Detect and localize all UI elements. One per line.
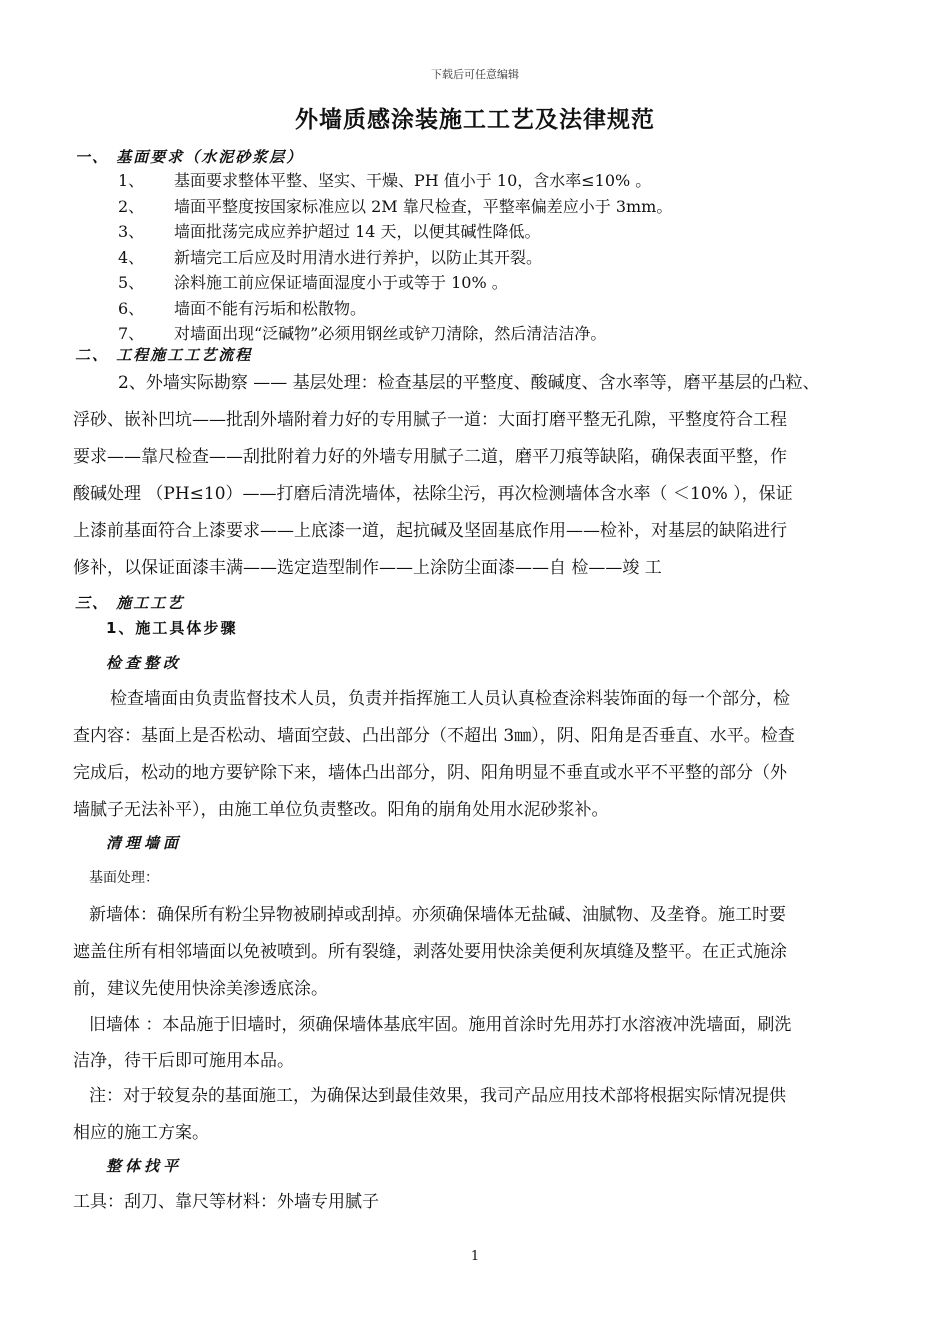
check-line: 完成后，松动的地方要铲除下来，墙体凸出部分，阴、阳角明显不垂直或水平不平整的部分（外 [73,763,787,783]
clean-heading: 清理墙面 [106,834,183,852]
tools-line: 工具：刮刀、靠尺等材料：外墙专用腻子 [73,1192,379,1212]
list-item [118,321,672,347]
old-wall-line: 旧墙体 ：本品施于旧墙时，须确保墙体基底牢固。施用首涂时先用苏打水溶液冲洗墙面，刷洗 [89,1015,792,1035]
note-line: 相应的施工方案。 [73,1123,209,1143]
process-line: 修补，以保证面漆丰满——选定造型制作——上涂防尘面漆——自 检——竣 工 [73,558,662,578]
item-text: 基面要求整体平整、坚实、干燥、PH 值小于 10，含水率≤10% 。 [174,171,652,190]
item-text: 墙面不能有污垢和松散物。 [174,298,367,318]
item-text: 墙面平整度按国家标准应以 2M 靠尺检查，平整率偏差应小于 3mm。 [174,196,673,216]
old-wall-line: 洁净，待干后即可施用本品。 [73,1051,294,1071]
item-number: 1、 [118,171,145,190]
item-number: 3、 [118,222,145,241]
new-wall-line: 新墙体：确保所有粉尘异物被刷掉或刮掉。亦须确保墙体无盐碱、油腻物、及垄脊。施工时要 [89,905,786,925]
document-title: 外墙质感涂装施工工艺及法律规范 [295,106,655,133]
step-heading: 1、施工具体步骤 [106,619,238,637]
requirements-list [118,168,672,347]
check-line: 墙腻子无法补平），由施工单位负责整改。阳角的崩角处用水泥砂浆补。 [73,800,609,820]
item-number: 2、 [118,196,145,216]
list-item [118,245,672,271]
list-item [118,219,672,245]
item-number: 6、 [118,298,145,318]
section3-heading: 三、 施工工艺 [75,594,185,612]
level-heading: 整体找平 [106,1157,183,1175]
item-text: 涂料施工前应保证墙面湿度小于或等于 10% 。 [174,273,508,292]
list-item [118,270,672,296]
check-line: 查内容：基面上是否松动、墙面空鼓、凸出部分（不超出 3㎜），阴、阳角是否垂直、水平。检查 [73,726,795,746]
section2-heading: 二、 工程施工工艺流程 [75,346,253,364]
item-number: 7、 [118,324,145,343]
page-number: 1 [470,1249,480,1264]
process-line: 要求——靠尺检查——刮批附着力好的外墙专用腻子二道，磨平刀痕等缺陷，确保表面平整，作 [73,447,787,467]
check-heading: 检查整改 [106,654,183,672]
header-note: 下载后可任意编辑 [431,68,519,81]
process-line: 2、外墙实际勘察 —— 基层处理：检查基层的平整度、酸碱度、含水率等，磨平基层的凸粒、 [118,373,820,393]
new-wall-line: 前，建议先使用快涂美渗透底涂。 [73,979,328,999]
item-number: 4、 [118,247,145,267]
process-line: 浮砂、嵌补凹坑——批刮外墙附着力好的专用腻子一道：大面打磨平整无孔隙，平整度符合工程 [73,410,787,430]
base-label: 基面处理： [89,870,159,886]
check-line: 检查墙面由负责监督技术人员，负责并指挥施工人员认真检查涂料装饰面的每一个部分，检 [110,689,790,709]
list-item [118,194,672,220]
item-text: 墙面批荡完成应养护超过 14 天，以便其碱性降低。 [174,222,541,241]
list-item [118,296,672,322]
process-line: 上漆前基面符合上漆要求——上底漆一道，起抗碱及坚固基底作用——检补，对基层的缺陷进行 [73,521,787,541]
new-wall-line: 遮盖住所有相邻墙面以免被喷到。所有裂缝，剥落处要用快涂美便利灰填缝及整平。在正式施涂 [73,942,787,962]
item-text: 对墙面出现“泛碱物”必须用钢丝或铲刀清除，然后清洁洁净。 [174,324,607,343]
note-line: 注：对于较复杂的基面施工，为确保达到最佳效果，我司产品应用技术部将根据实际情况提供 [89,1086,786,1106]
item-text: 新墙完工后应及时用清水进行养护，以防止其开裂。 [174,247,543,267]
process-line: 酸碱处理 （PH≤10）——打磨后清洗墙体，祛除尘污，再次检测墙体含水率（ ＜10% ），保证 [73,484,793,504]
section1-heading: 一、 基面要求（水泥砂浆层） [75,148,304,166]
list-item [118,168,672,194]
item-number: 5、 [118,273,145,292]
